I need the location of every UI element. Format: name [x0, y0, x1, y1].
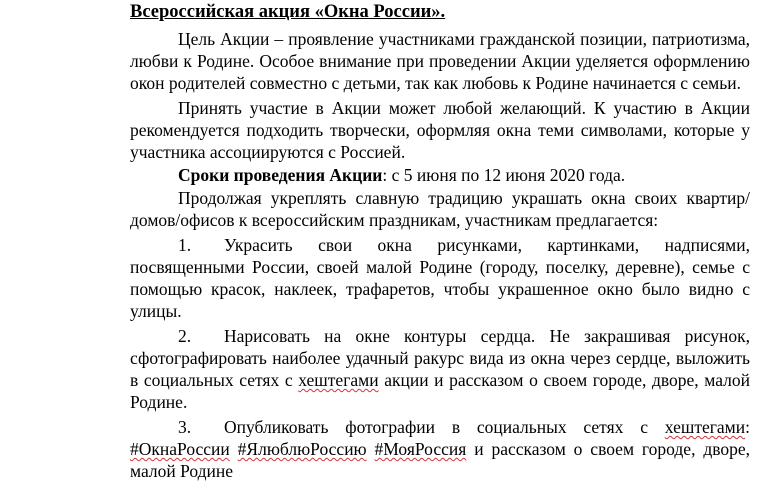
document-title: Всероссийская акция «Окна России».	[130, 2, 446, 22]
list-item-1	[130, 234, 750, 322]
dates-value: : с 5 июня по 12 июня 2020 года.	[382, 165, 626, 185]
paragraph-dates	[130, 164, 750, 186]
list-item-number: 1.	[178, 235, 192, 255]
paragraph-goal: Цель Акции – проявление участниками гражданской позиции, патриотизма, любви к Родине. Особое внимание при проведении Акции уделяется оформлению окон родителей совместно с детьми, так как любовь к Родине начинается с семьи.	[130, 29, 750, 93]
hashtag[interactable]: #ОкнаРоссии	[130, 439, 230, 459]
list-item-text: акции и рассказом о своем городе, дворе, малой Родине.	[130, 370, 750, 412]
list-item-text: Украсить свои окна рисунками, картинками, надписями, посвященными России, своей малой Родине (городу, поселку, деревне), семье с помощью красок, наклеек, трафаретов, чтобы украшенное окно было видно с улицы.	[130, 235, 750, 321]
list-item-text: Опубликовать фотографии в социальных сетях с	[224, 417, 665, 437]
document-page	[130, 0, 750, 485]
paragraph-participation: Принять участие в Акции может любой желающий. К участию в Акции рекомендуется подходить творчески, оформляя окна теми символами, которые у участника ассоциируются с Россией.	[130, 98, 750, 162]
dates-label: Сроки проведения Акции	[178, 165, 383, 185]
list-item-number: 2.	[178, 326, 192, 346]
list-item-text: Нарисовать на окне контуры сердца. Не закрашивая рисунок, сфотографировать наиболее удачный ракурс вида из окна через сердце, выложить в социальных сетях с	[130, 326, 750, 390]
list-item-text: :	[745, 417, 750, 437]
hashtag[interactable]: #ЯлюблюРоссию	[237, 439, 367, 459]
list-item-2	[130, 325, 750, 413]
hashtag[interactable]: #МояРоссия	[374, 439, 467, 459]
spellcheck-flagged-word[interactable]: хештегами	[664, 417, 746, 437]
list-item-number: 3.	[178, 417, 192, 437]
paragraph-intro: Продолжая укреплять славную традицию украшать окна своих квартир/домов/офисов к всероссийским праздникам, участникам предлагается:	[130, 188, 750, 230]
list-item-3	[130, 416, 750, 482]
list-item-text: и рассказом о своем городе, дворе, малой Родине	[130, 439, 751, 481]
spellcheck-flagged-word[interactable]: хештегами	[298, 370, 379, 390]
